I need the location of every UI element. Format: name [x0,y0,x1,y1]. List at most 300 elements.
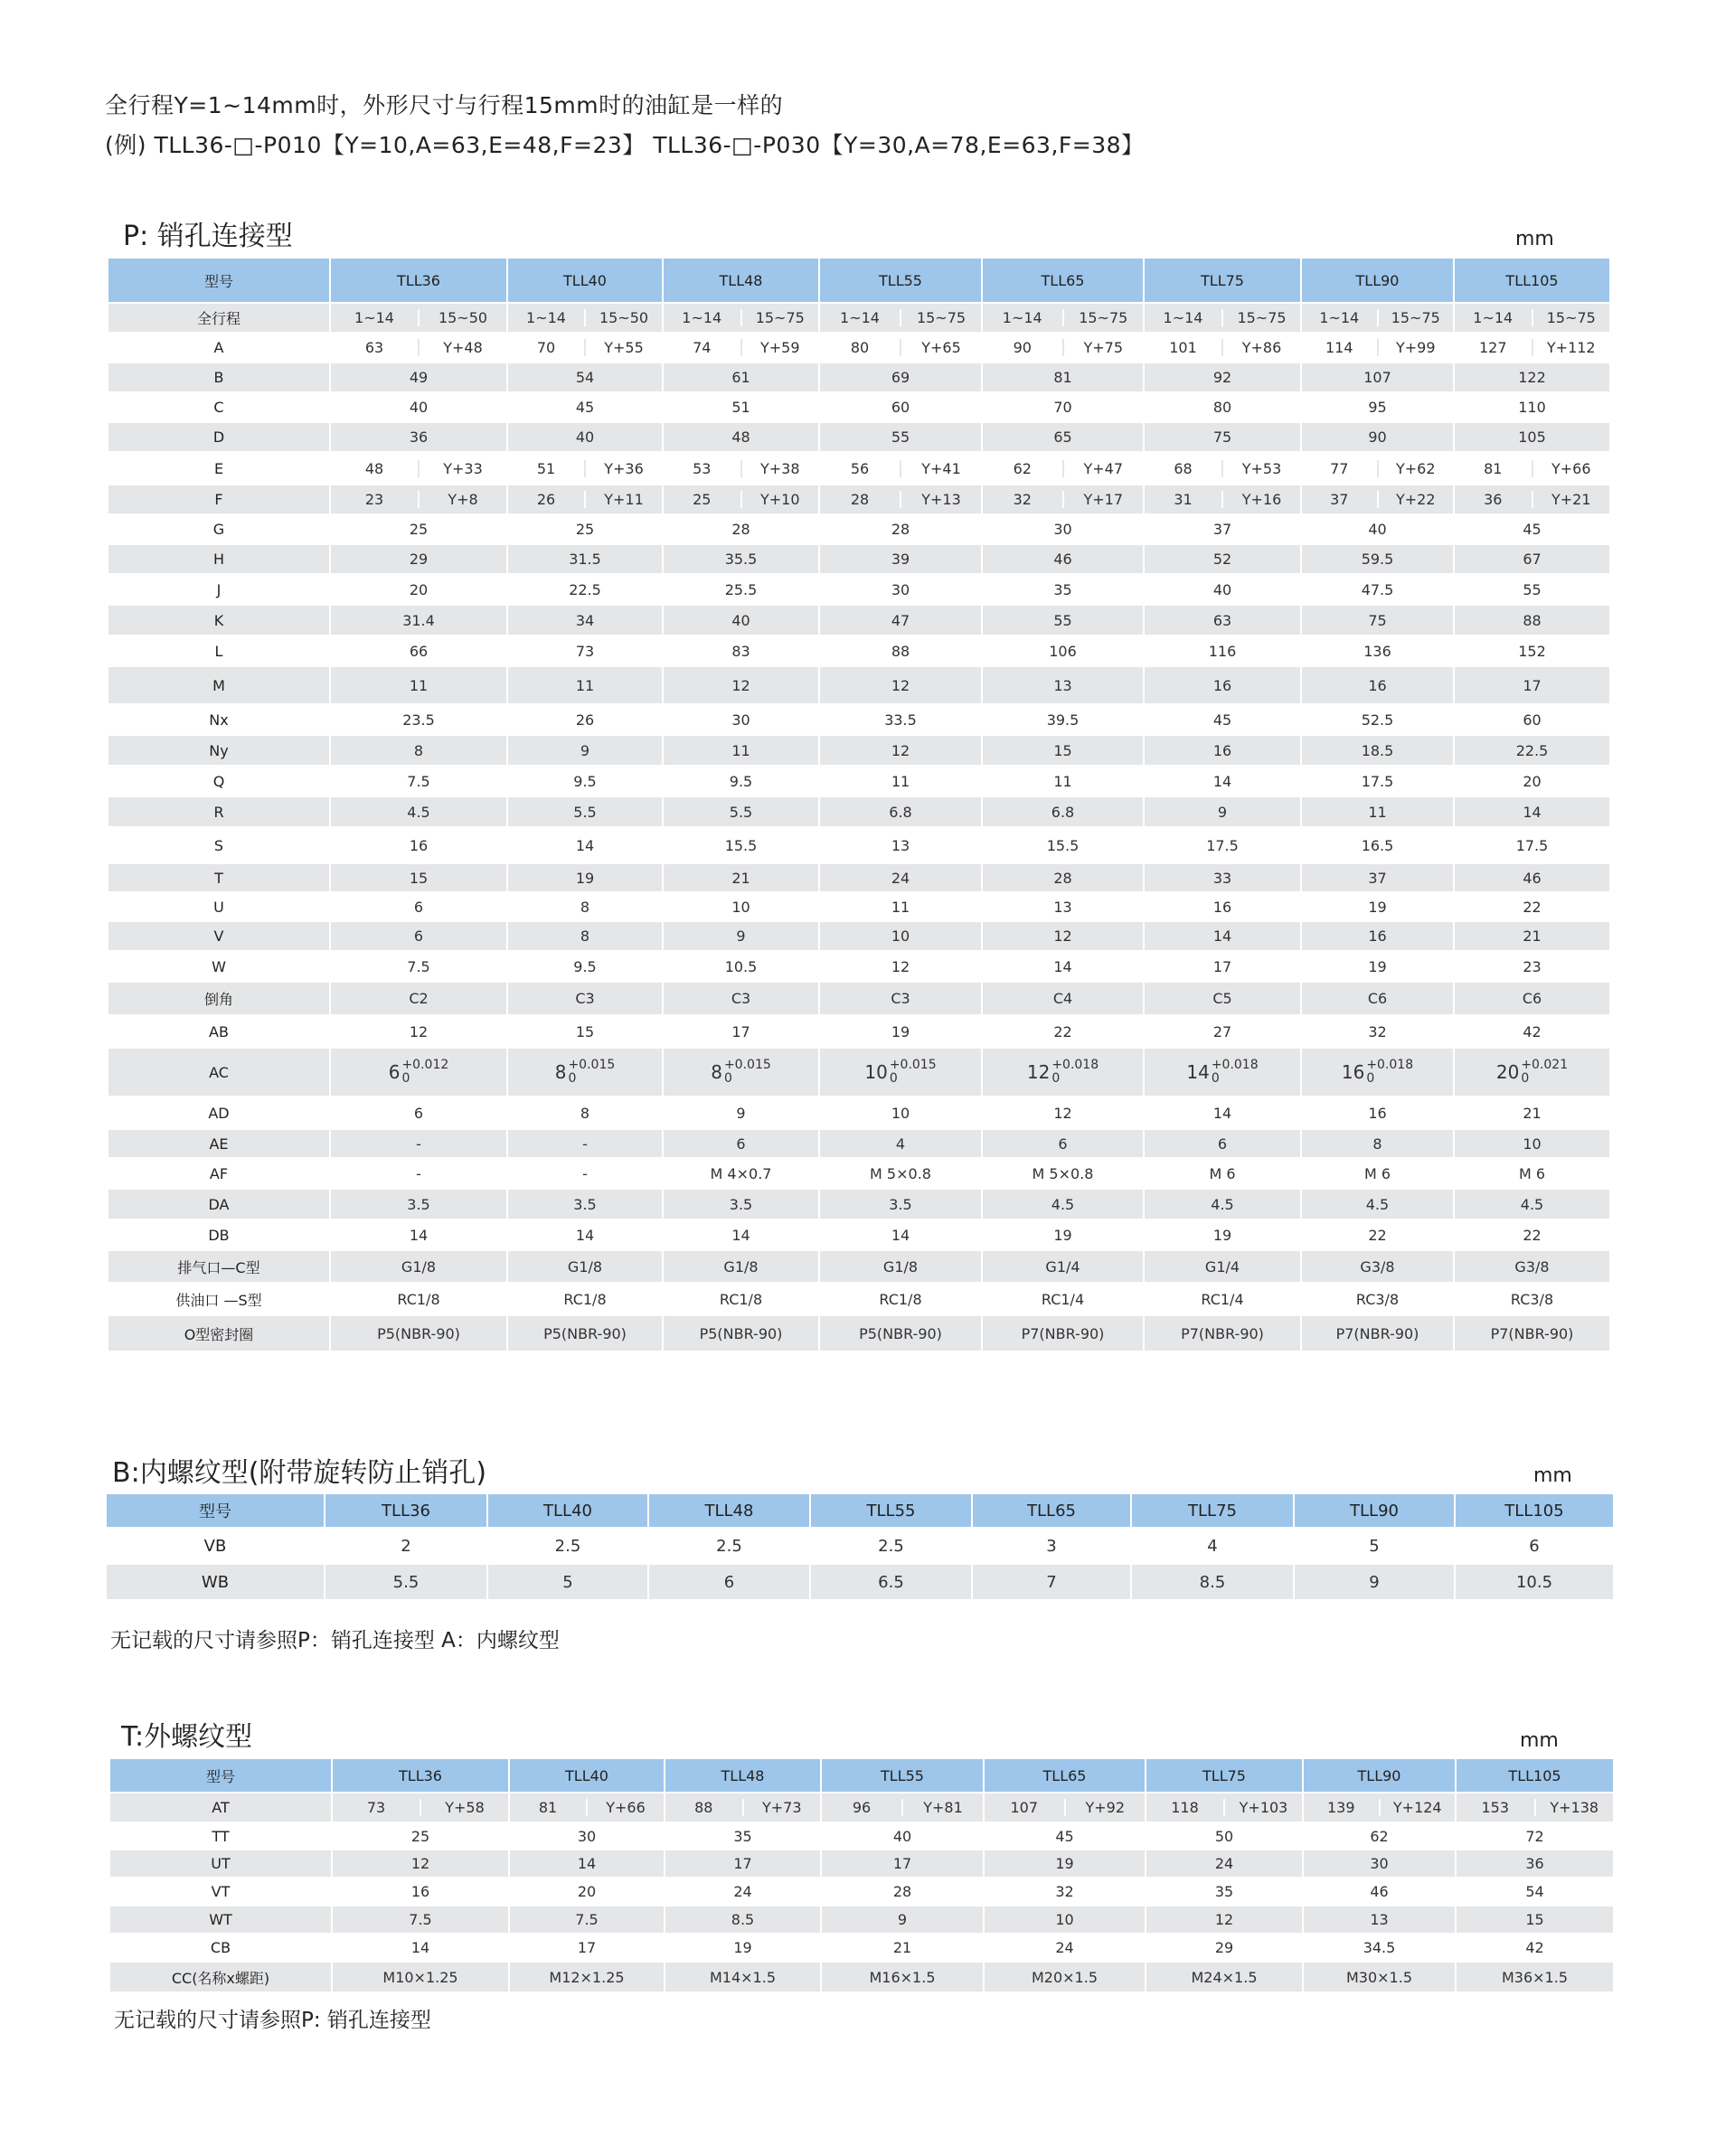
b-header-model: TLL75 [1131,1493,1294,1528]
p-split-pair [820,309,981,326]
t-row [109,1906,1614,1934]
t-cell: 24 [1146,1850,1303,1878]
p-cell: 9 [663,1097,819,1129]
b-row-label: WB [106,1564,325,1600]
p-cell: 14 [1144,766,1301,796]
p-row [108,1158,1610,1189]
tolerance-upper: +0.015 [889,1058,937,1072]
p-cell: 55 [819,422,982,452]
p-cell: 22 [1454,892,1610,921]
tolerance-value [555,1059,616,1086]
t-cell: 34.5 [1303,1934,1456,1962]
p-cell: 107 [1301,362,1454,392]
t-cell: M16×1.5 [821,1962,984,1992]
p-cell: 15.5 [663,827,819,863]
p-section-title: P: 销孔连接型 [123,221,293,252]
p-row-label: V [108,921,330,951]
p-cell: 42 [1454,1015,1610,1048]
p-cell: 12 [982,1097,1144,1129]
t-cell: 35 [665,1822,821,1850]
p-row-label: AC [108,1048,330,1097]
p-cell: 16 [1144,892,1301,921]
p-cell: 51 [663,392,819,422]
t-header-model: TLL40 [509,1758,665,1793]
t-split-cell [1456,1793,1614,1822]
p-header-model: TLL48 [663,258,819,303]
p-split-cell [663,485,819,514]
p-cell: 13 [982,892,1144,921]
t-header-model: TLL90 [1303,1758,1456,1793]
p-cell: 9.5 [507,766,663,796]
p-cell: G1/8 [819,1250,982,1283]
p-cell: 24 [819,863,982,892]
b-row [106,1564,1614,1600]
tolerance-value [711,1059,771,1086]
p-long-stroke-value: Y+36 [604,459,644,477]
p-long-stroke-value: Y+55 [604,339,644,356]
p-header-model: TLL105 [1454,258,1610,303]
p-cell: RC1/4 [1144,1283,1301,1315]
p-tolerance-cell [982,1048,1144,1097]
p-cell: 4 [819,1129,982,1158]
b-cell: 8.5 [1131,1564,1294,1600]
t-cell: 35 [1146,1878,1303,1906]
p-row [108,636,1610,666]
p-row [108,892,1610,921]
p-cell: 33.5 [819,704,982,735]
p-row [108,863,1610,892]
p-split-cell [507,485,663,514]
p-cell: G1/8 [330,1250,507,1283]
p-header-label: 型号 [108,258,330,303]
tolerance-base: 20 [1495,1061,1520,1083]
p-cell: C6 [1454,982,1610,1015]
p-row-label: F [108,485,330,514]
p-row-label: Ny [108,735,330,766]
p-cell: C5 [1144,982,1301,1015]
p-short-stroke-value: 68 [1145,460,1223,477]
p-split-pair [820,339,981,356]
p-cell: RC1/8 [663,1283,819,1315]
t-split-cell [332,1793,509,1822]
p-cell: 54 [507,362,663,392]
p-tolerance-cell [819,1048,982,1097]
b-header-model: TLL40 [487,1493,648,1528]
p-cell: RC3/8 [1454,1283,1610,1315]
t-cell: 14 [509,1850,665,1878]
p-cell: 152 [1454,636,1610,666]
b-section-unit: mm [1533,1464,1572,1487]
p-cell: 11 [982,766,1144,796]
tolerance-lower: 0 [1366,1071,1375,1086]
p-row [108,704,1610,735]
p-cell: 13 [819,827,982,863]
p-cell: 4.5 [1454,1189,1610,1219]
p-cell: 20 [330,574,507,605]
p-cell: 30 [819,574,982,605]
p-cell: 40 [507,422,663,452]
t-header-model: TLL75 [1146,1758,1303,1793]
p-cell: 16 [330,827,507,863]
t-cell: 17 [665,1850,821,1878]
p-split-cell [663,452,819,485]
p-cell: 14 [1144,921,1301,951]
p-short-stroke-value: 101 [1145,339,1223,356]
t-short-stroke-value: 73 [333,1799,421,1816]
p-short-stroke-value: 31 [1145,491,1223,508]
p-cell: P5(NBR-90) [819,1315,982,1351]
p-cell: - [507,1129,663,1158]
p-dimension-table [107,257,1611,1352]
p-cell: 6 [330,1097,507,1129]
p-header-model: TLL36 [330,258,507,303]
p-cell: - [507,1158,663,1189]
t-cell: 29 [1146,1934,1303,1962]
p-row-label: J [108,574,330,605]
p-long-stroke-value: Y+11 [604,491,644,508]
p-cell: 12 [819,666,982,704]
p-split-cell [1454,485,1610,514]
p-row [108,796,1610,827]
t-section-unit: mm [1520,1729,1559,1752]
p-short-stroke-value: 56 [820,460,901,477]
p-cell: 46 [982,544,1144,574]
b-cell: 3 [972,1528,1131,1564]
p-row [108,1015,1610,1048]
p-cell: 4.5 [330,796,507,827]
tolerance-value [1186,1059,1258,1086]
p-cell: 8 [330,735,507,766]
p-cell: 33 [1144,863,1301,892]
p-split-cell [330,303,507,333]
p-cell: 12 [819,735,982,766]
p-cell: 66 [330,636,507,666]
t-cell: 15 [1456,1906,1614,1934]
tolerance-base: 8 [711,1061,722,1083]
p-short-stroke-value: 81 [1455,460,1533,477]
p-split-cell [982,452,1144,485]
p-cell: 17.5 [1301,766,1454,796]
p-split-pair [1455,309,1609,326]
p-split-pair [1145,309,1300,326]
p-row [108,574,1610,605]
p-cell: C3 [507,982,663,1015]
p-split-cell [1301,452,1454,485]
p-split-cell [330,333,507,362]
b-cell: 2.5 [810,1528,972,1564]
p-cell: 3.5 [330,1189,507,1219]
p-row-label: AB [108,1015,330,1048]
b-cell: 2.5 [648,1528,810,1564]
p-split-cell [982,485,1144,514]
p-cell: 92 [1144,362,1301,392]
p-long-stroke-value: Y+21 [1551,491,1591,508]
p-cell: 17 [1144,951,1301,982]
t-short-stroke-value: 118 [1146,1799,1225,1816]
t-dimension-table [108,1757,1615,1993]
p-cell: M 4×0.7 [663,1158,819,1189]
b-header-model: TLL55 [810,1493,972,1528]
tolerance-base: 14 [1186,1061,1210,1083]
p-cell: 11 [507,666,663,704]
p-split-cell [1301,485,1454,514]
p-cell: 75 [1144,422,1301,452]
t-long-stroke-value: Y+73 [761,1799,802,1816]
p-cell: 6.8 [819,796,982,827]
p-cell: 8 [507,1097,663,1129]
p-split-pair [508,309,662,326]
tolerance-lower: 0 [1051,1071,1061,1086]
p-split-cell [1301,333,1454,362]
p-cell: 52.5 [1301,704,1454,735]
p-cell: 19 [1301,892,1454,921]
tolerance-lower: 0 [568,1071,577,1086]
p-long-stroke-value: Y+47 [1083,459,1124,477]
t-long-stroke-value: Y+103 [1239,1799,1288,1816]
t-split-pair [510,1799,664,1816]
p-split-pair [1455,339,1609,356]
p-cell: 36 [330,422,507,452]
p-cell: 9.5 [507,951,663,982]
p-split-cell [1144,303,1301,333]
p-cell: C3 [663,982,819,1015]
p-cell: - [330,1129,507,1158]
t-cell: 42 [1456,1934,1614,1962]
p-split-pair [664,339,818,356]
tolerance-value [1496,1059,1568,1086]
p-long-stroke-value: 15~50 [438,309,488,326]
t-cell: M24×1.5 [1146,1962,1303,1992]
p-cell: 16 [1301,921,1454,951]
p-split-row [108,333,1610,362]
p-row [108,982,1610,1015]
p-short-stroke-value: 37 [1302,491,1379,508]
p-cell: 60 [819,392,982,422]
p-cell: 88 [1454,605,1610,636]
p-cell: 116 [1144,636,1301,666]
p-row [108,951,1610,982]
p-cell: 40 [663,605,819,636]
t-cell: 45 [984,1822,1146,1850]
t-header-row [109,1758,1614,1793]
p-long-stroke-value: Y+66 [1551,459,1591,477]
p-cell: 49 [330,362,507,392]
p-split-pair [664,309,818,326]
p-cell: G3/8 [1454,1250,1610,1283]
p-cell: 63 [1144,605,1301,636]
p-split-pair [664,460,818,477]
p-row-label: D [108,422,330,452]
p-cell: 21 [1454,1097,1610,1129]
p-cell: 6 [1144,1129,1301,1158]
p-cell: 22.5 [507,574,663,605]
t-row [109,1822,1614,1850]
tolerance-value [1027,1059,1099,1086]
p-row-label: Nx [108,704,330,735]
b-header-model: TLL90 [1294,1493,1455,1528]
p-cell: 83 [663,636,819,666]
t-short-stroke-value: 96 [822,1799,903,1816]
t-cell: 13 [1303,1906,1456,1934]
b-cell: 5 [1294,1528,1455,1564]
p-cell: 45 [1454,514,1610,544]
t-cell: 9 [821,1906,984,1934]
p-row-label: G [108,514,330,544]
p-cell: 19 [982,1219,1144,1250]
p-cell: 8 [507,892,663,921]
b-cell: 9 [1294,1564,1455,1600]
p-short-stroke-value: 26 [508,491,586,508]
b-cell: 5 [487,1564,648,1600]
t-split-pair [822,1799,983,1816]
p-cell: 80 [1144,392,1301,422]
p-cell: 6 [663,1129,819,1158]
p-cell: 59.5 [1301,544,1454,574]
p-split-pair [508,460,662,477]
p-cell: 95 [1301,392,1454,422]
p-short-stroke-value: 1~14 [1302,309,1379,326]
p-split-cell [982,303,1144,333]
p-cell: 48 [663,422,819,452]
t-row-label: WT [109,1906,332,1934]
p-cell: 10 [1454,1129,1610,1158]
p-long-stroke-value: Y+59 [759,339,800,356]
tolerance-limits [890,1059,937,1086]
p-cell: 19 [819,1015,982,1048]
p-cell: 6 [982,1129,1144,1158]
p-row-label: DB [108,1219,330,1250]
t-cell: 50 [1146,1822,1303,1850]
p-cell: P7(NBR-90) [982,1315,1144,1351]
t-cell: 12 [1146,1906,1303,1934]
p-cell: 15 [330,863,507,892]
p-tolerance-row [108,1048,1610,1097]
p-split-pair [983,460,1143,477]
t-header-model: TLL48 [665,1758,821,1793]
p-cell: 28 [819,514,982,544]
t-cell: 54 [1456,1878,1614,1906]
p-cell: 69 [819,362,982,392]
t-header-model: TLL55 [821,1758,984,1793]
p-split-cell [663,303,819,333]
p-cell: 70 [982,392,1144,422]
t-cell: 46 [1303,1878,1456,1906]
p-cell: 3.5 [819,1189,982,1219]
p-split-cell [819,485,982,514]
p-row [108,362,1610,392]
p-cell: 27 [1144,1015,1301,1048]
p-cell: G3/8 [1301,1250,1454,1283]
t-cell: M14×1.5 [665,1962,821,1992]
p-cell: 9.5 [663,766,819,796]
p-cell: 10.5 [663,951,819,982]
p-cell: P7(NBR-90) [1301,1315,1454,1351]
p-cell: 122 [1454,362,1610,392]
p-row [108,1315,1610,1351]
p-long-stroke-value: 15~50 [599,309,649,326]
p-split-cell [819,452,982,485]
tolerance-value [864,1059,936,1086]
p-row-label: R [108,796,330,827]
p-short-stroke-value: 53 [664,460,742,477]
p-short-stroke-value: 51 [508,460,586,477]
p-row-label: 全行程 [108,303,330,333]
p-cell: 14 [507,1219,663,1250]
p-cell: 75 [1301,605,1454,636]
p-cell: 11 [819,892,982,921]
p-cell: 10 [819,1097,982,1129]
p-header-model: TLL75 [1144,258,1301,303]
intro-line-2: (例) TLL36-□-P010【Y=10,A=63,E=48,F=23】 TLL36-□-P030【Y=30,A=78,E=63,F=38】 [105,132,1145,158]
p-long-stroke-value: Y+10 [759,491,800,508]
b-header-model: TLL65 [972,1493,1131,1528]
p-cell: 3.5 [663,1189,819,1219]
tolerance-lower: 0 [723,1071,732,1086]
tolerance-base: 8 [554,1061,567,1083]
p-cell: 22 [1454,1219,1610,1250]
tolerance-base: 12 [1026,1061,1051,1083]
t-short-stroke-value: 139 [1304,1799,1381,1816]
p-row-label: C [108,392,330,422]
p-short-stroke-value: 80 [820,339,901,356]
p-long-stroke-value: Y+17 [1083,491,1124,508]
tolerance-limits [1521,1059,1568,1086]
p-cell: P7(NBR-90) [1454,1315,1610,1351]
p-long-stroke-value: 15~75 [916,309,967,326]
t-cell: 19 [984,1850,1146,1878]
p-cell: 19 [507,863,663,892]
b-cell: 4 [1131,1528,1294,1564]
tolerance-base: 16 [1341,1061,1365,1083]
p-cell: G1/4 [1144,1250,1301,1283]
p-split-cell [330,452,507,485]
b-cell: 5.5 [325,1564,487,1600]
p-header-model: TLL40 [507,258,663,303]
p-short-stroke-value: 48 [331,460,420,477]
tolerance-value [389,1059,449,1086]
tolerance-limits [1212,1059,1259,1086]
p-cell: 110 [1454,392,1610,422]
p-row-label: M [108,666,330,704]
p-cell: 32 [1301,1015,1454,1048]
p-short-stroke-value: 77 [1302,460,1379,477]
p-long-stroke-value: Y+86 [1241,339,1282,356]
t-cell: 10 [984,1906,1146,1934]
p-split-cell [819,303,982,333]
t-row [109,1934,1614,1962]
p-split-row [108,303,1610,333]
tolerance-upper: +0.021 [1521,1058,1569,1072]
p-cell: 10 [819,921,982,951]
p-split-cell [1144,452,1301,485]
p-row [108,666,1610,704]
t-long-stroke-value: Y+58 [445,1799,485,1816]
p-cell: 55 [982,605,1144,636]
p-cell: 16 [1301,1097,1454,1129]
b-header-model: TLL105 [1455,1493,1614,1528]
p-split-pair [983,339,1143,356]
p-cell: 17.5 [1144,827,1301,863]
p-header-model: TLL65 [982,258,1144,303]
p-cell: 4.5 [1301,1189,1454,1219]
t-row-label: TT [109,1822,332,1850]
p-split-cell [1454,452,1610,485]
p-split-pair [331,339,506,356]
p-tolerance-cell [663,1048,819,1097]
t-short-stroke-value: 107 [985,1799,1066,1816]
p-header-row [108,258,1610,303]
tolerance-upper: +0.018 [1366,1058,1414,1072]
